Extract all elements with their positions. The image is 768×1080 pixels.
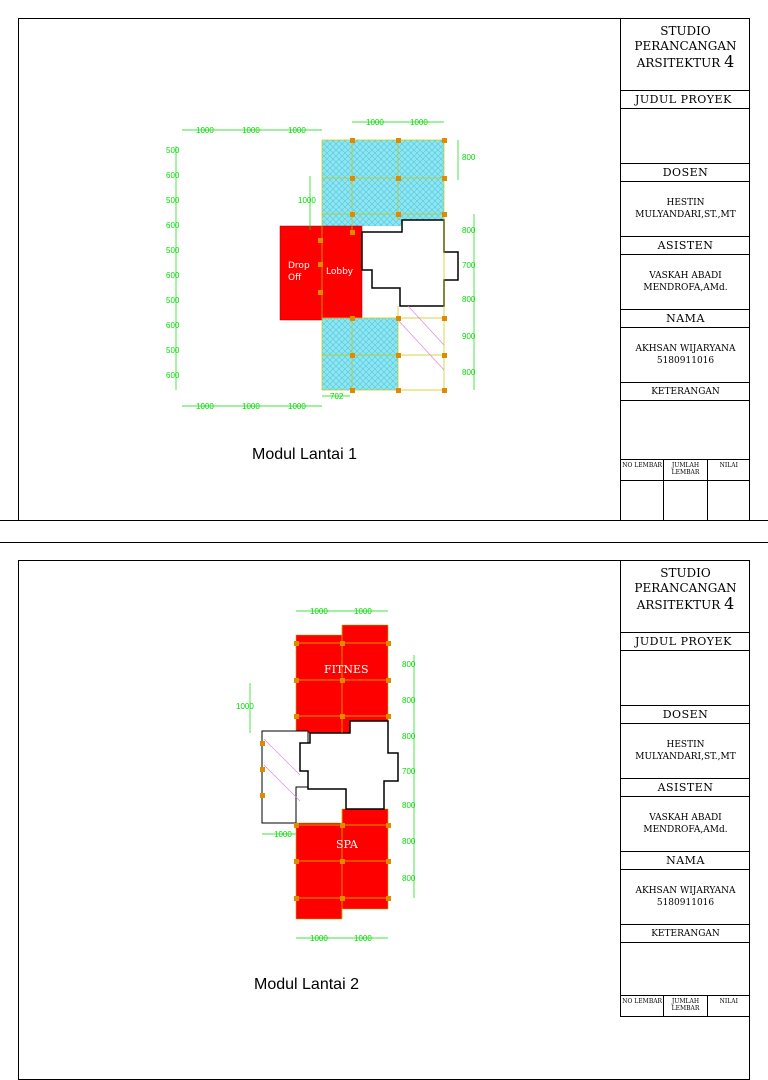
judul-proyek-label: JUDUL PROYEK — [621, 91, 750, 109]
jumlah-lembar-label: JUMLAH LEMBAR — [663, 460, 706, 480]
studio-line-3: ARSITEKTUR 4 — [636, 52, 735, 71]
dim-right-7: 800 — [402, 874, 416, 883]
dim-left-2: 1000 — [274, 830, 292, 839]
dim-top-b: 1000 — [242, 126, 260, 135]
dim-top-b: 1000 — [354, 607, 372, 616]
floor-plan-2 — [0, 543, 620, 1024]
nama-label: NAMA — [621, 852, 750, 870]
dim-left-7: 500 — [166, 296, 180, 305]
dim-top-a: 1000 — [196, 126, 214, 135]
sheet-info-headers — [621, 995, 750, 1017]
title-block — [620, 18, 750, 531]
studio-line-3: ARSITEKTUR 4 — [636, 594, 735, 613]
asisten-label: ASISTEN — [621, 237, 750, 255]
dim-bot-b: 1000 — [354, 934, 372, 943]
fitnes-label: FITNES — [324, 663, 369, 676]
dim-bot-c: 1000 — [288, 402, 306, 411]
judul-proyek-field — [621, 651, 750, 706]
dim-left-5: 500 — [166, 246, 180, 255]
no-lembar-label: NO LEMBAR — [622, 998, 663, 1005]
dim-right-4: 700 — [402, 767, 416, 776]
dim-right-1: 800 — [402, 660, 416, 669]
dim-right-6: 800 — [402, 837, 416, 846]
dim-left-1: 500 — [166, 146, 180, 155]
dim-bot-d: 702 — [330, 392, 344, 401]
core-outline — [362, 220, 458, 306]
spa-label: SPA — [336, 838, 358, 851]
dim-top-d: 1000 — [366, 118, 384, 127]
dosen-value: HESTIN MULYANDARI,ST.,MT — [621, 182, 750, 237]
studio-line-1: STUDIO — [660, 24, 711, 38]
dosen-label: DOSEN — [621, 164, 750, 182]
dim-left-1: 1000 — [236, 702, 254, 711]
dim-right-1: 800 — [462, 153, 476, 162]
judul-proyek-label: JUDUL PROYEK — [621, 633, 750, 651]
dim-left-2: 600 — [166, 171, 180, 180]
dosen-label: DOSEN — [621, 706, 750, 724]
dim-top-c: 1000 — [288, 126, 306, 135]
sheet-caption: Modul Lantai 1 — [252, 446, 357, 463]
no-lembar-label: NO LEMBAR — [622, 462, 663, 469]
judul-proyek-field — [621, 109, 750, 164]
sheet-info-headers — [621, 459, 750, 481]
studio-line-2: PERANCANGAN — [634, 581, 737, 595]
dim-bot-b: 1000 — [242, 402, 260, 411]
dim-right-3: 800 — [402, 732, 416, 741]
dim-left-6: 600 — [166, 271, 180, 280]
studio-line-2: PERANCANGAN — [634, 39, 737, 53]
keterangan-label: KETERANGAN — [621, 925, 750, 943]
dim-bot-a: 1000 — [310, 934, 328, 943]
sheet-separator — [0, 520, 768, 543]
dim-right-5: 800 — [402, 801, 416, 810]
dim-right-3: 700 — [462, 261, 476, 270]
lower-cyan-area — [322, 318, 398, 390]
lobby-label: Lobby — [326, 267, 354, 277]
keterangan-field — [621, 943, 750, 995]
asisten-label: ASISTEN — [621, 779, 750, 797]
dim-top-e: 1000 — [410, 118, 428, 127]
upper-cyan-area — [322, 140, 444, 226]
floor-plan-1 — [0, 0, 620, 520]
drop-off-label-1: Drop — [288, 261, 310, 271]
dim-right-6: 800 — [462, 368, 476, 377]
core-outline — [300, 721, 398, 809]
drawing-sheet-2 — [0, 543, 768, 1024]
dim-right-2: 800 — [402, 696, 416, 705]
studio-line-1: STUDIO — [660, 566, 711, 580]
studio-cell — [621, 560, 750, 633]
dim-right-4: 800 — [462, 295, 476, 304]
dim-right-2: 800 — [462, 226, 476, 235]
dim-left-3: 500 — [166, 196, 180, 205]
keterangan-field — [621, 401, 750, 459]
dim-left-9: 500 — [166, 346, 180, 355]
dim-bot-a: 1000 — [196, 402, 214, 411]
diagonal-lines — [398, 306, 444, 370]
nama-label: NAMA — [621, 310, 750, 328]
keterangan-label: KETERANGAN — [621, 383, 750, 401]
nama-value: AKHSAN WIJARYANA 5180911016 — [621, 328, 750, 383]
drop-off-label-2: Off — [288, 273, 302, 283]
dim-left-8: 600 — [166, 321, 180, 330]
asisten-value: VASKAH ABADI MENDROFA,AMd. — [621, 255, 750, 310]
asisten-value: VASKAH ABADI MENDROFA,AMd. — [621, 797, 750, 852]
dim-right-5: 900 — [462, 332, 476, 341]
dosen-value: HESTIN MULYANDARI,ST.,MT — [621, 724, 750, 779]
nama-value: AKHSAN WIJARYANA 5180911016 — [621, 870, 750, 925]
jumlah-lembar-label: JUMLAH LEMBAR — [663, 996, 706, 1016]
dim-top-a: 1000 — [310, 607, 328, 616]
dim-left-4: 600 — [166, 221, 180, 230]
studio-cell — [621, 18, 750, 91]
drawing-sheet-1 — [0, 0, 768, 520]
dim-mid: 1000 — [298, 196, 316, 205]
title-block — [620, 560, 750, 1017]
nilai-label: NILAI — [707, 996, 750, 1016]
dim-left-10: 600 — [166, 371, 180, 380]
sheet-caption: Modul Lantai 2 — [254, 976, 359, 993]
nilai-label: NILAI — [707, 460, 750, 480]
